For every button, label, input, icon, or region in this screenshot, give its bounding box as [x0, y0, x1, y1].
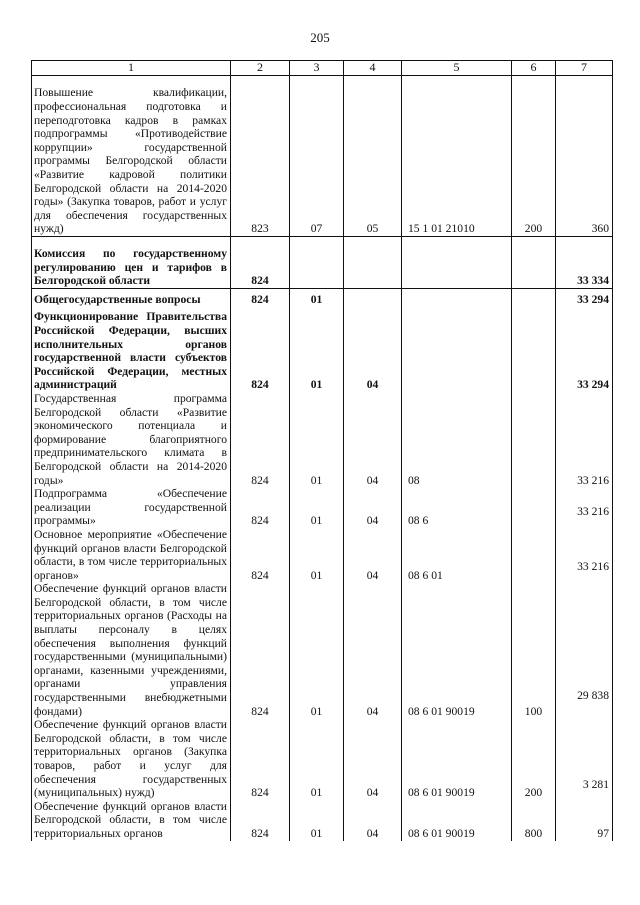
col-header-7: 7	[556, 61, 613, 76]
cell-subsection	[344, 247, 402, 288]
table-row	[32, 487, 613, 528]
col-header-1: 1	[32, 61, 231, 76]
cell-amount: 29 838	[556, 582, 613, 718]
cell-expense-type: 800	[512, 800, 556, 841]
table-row	[32, 306, 613, 392]
cell-expense-type	[512, 487, 556, 528]
cell-section	[290, 247, 344, 288]
cell-expense-type: 200	[512, 76, 556, 237]
cell-ministry: 824	[231, 800, 290, 841]
spacer-row	[32, 237, 613, 248]
page-number: 205	[310, 30, 330, 45]
cell-section: 01	[290, 392, 344, 487]
row-name: Обеспечение функций органов власти Белгородской области, в том числе территориальных органов (Расходы на выплаты персоналу в целях обеспечения выполнения функций государственными (муниципальными) органами, казенными учреждениями, органами управления государственными внебюджетными фондами)	[32, 582, 231, 718]
cell-section: 01	[290, 288, 344, 306]
cell-target: 08 6 01	[402, 528, 512, 582]
cell-amount: 97	[556, 800, 613, 841]
cell-subsection: 04	[344, 487, 402, 528]
table-row	[32, 718, 613, 800]
cell-expense-type	[512, 392, 556, 487]
cell-ministry: 824	[231, 718, 290, 800]
cell-amount: 33 294	[556, 306, 613, 392]
cell-expense-type: 200	[512, 718, 556, 800]
cell-ministry: 824	[231, 288, 290, 306]
col-header-6: 6	[512, 61, 556, 76]
cell-expense-type	[512, 247, 556, 288]
table-row	[32, 800, 613, 841]
col-header-2: 2	[231, 61, 290, 76]
cell-ministry: 824	[231, 247, 290, 288]
cell-amount: 3 281	[556, 718, 613, 800]
cell-target	[402, 247, 512, 288]
cell-target	[402, 306, 512, 392]
cell-amount: 33 216	[556, 487, 613, 528]
row-name: Повышение квалификации, профессиональная подготовка и переподготовка кадров в рамках подпрограммы «Противодействие коррупции» государственной программы Белгородской области «Развитие кадровой политики Белгородской области на 2014-2020 годы» (Закупка товаров, работ и услуг для обеспечения государственных нужд)	[32, 76, 231, 237]
cell-subsection	[344, 288, 402, 306]
cell-section: 01	[290, 487, 344, 528]
cell-section: 01	[290, 582, 344, 718]
budget-table	[31, 60, 613, 841]
cell-target: 08 6 01 90019	[402, 718, 512, 800]
cell-target: 08 6 01 90019	[402, 800, 512, 841]
row-name: Обеспечение функций органов власти Белгородской области, в том числе территориальных органов (Закупка товаров, работ и услуг для обеспечения государственных (муниципальных) нужд)	[32, 718, 231, 800]
cell-subsection: 05	[344, 76, 402, 237]
cell-expense-type	[512, 306, 556, 392]
table-row	[32, 392, 613, 487]
cell-ministry: 824	[231, 306, 290, 392]
cell-expense-type	[512, 528, 556, 582]
col-header-5: 5	[402, 61, 512, 76]
table-row	[32, 76, 613, 237]
cell-subsection: 04	[344, 306, 402, 392]
cell-section: 01	[290, 306, 344, 392]
row-name: Основное мероприятие «Обеспечение функций органов власти Белгородской области, в том числе территориальных органов»	[32, 528, 231, 582]
row-name: Комиссия по государственному регулированию цен и тарифов в Белгородской области	[32, 247, 231, 288]
cell-subsection: 04	[344, 800, 402, 841]
cell-amount: 360	[556, 76, 613, 237]
cell-subsection: 04	[344, 528, 402, 582]
cell-section: 07	[290, 76, 344, 237]
cell-target: 08 6 01 90019	[402, 582, 512, 718]
cell-target: 08 6	[402, 487, 512, 528]
cell-section: 01	[290, 800, 344, 841]
cell-target: 15 1 01 21010	[402, 76, 512, 237]
row-name: Обеспечение функций органов власти Белгородской области, в том числе территориальных органов	[32, 800, 231, 841]
cell-ministry: 824	[231, 487, 290, 528]
cell-ministry: 824	[231, 582, 290, 718]
table-row	[32, 582, 613, 718]
row-name: Общегосударственные вопросы	[32, 288, 231, 306]
cell-expense-type	[512, 288, 556, 306]
cell-expense-type: 100	[512, 582, 556, 718]
col-header-4: 4	[344, 61, 402, 76]
cell-subsection: 04	[344, 582, 402, 718]
header-row	[32, 61, 613, 76]
row-name: Государственная программа Белгородской области «Развитие экономического потенциала и формирование благоприятного предпринимательского климата в Белгородской области на 2014-2020 годы»	[32, 392, 231, 487]
cell-amount: 33 294	[556, 288, 613, 306]
cell-ministry: 824	[231, 392, 290, 487]
cell-section: 01	[290, 528, 344, 582]
table-row	[32, 288, 613, 306]
cell-amount: 33 334	[556, 247, 613, 288]
table-row	[32, 528, 613, 582]
row-name: Подпрограмма «Обеспечение реализации государственной программы»	[32, 487, 231, 528]
cell-target: 08	[402, 392, 512, 487]
table-row	[32, 247, 613, 288]
row-name: Функционирование Правительства Российской Федерации, высших исполнительных органов государственной власти субъектов Российской Федерации, местных администраций	[32, 306, 231, 392]
cell-ministry: 824	[231, 528, 290, 582]
cell-target	[402, 288, 512, 306]
cell-amount: 33 216	[556, 392, 613, 487]
cell-ministry: 823	[231, 76, 290, 237]
cell-amount: 33 216	[556, 528, 613, 582]
cell-subsection: 04	[344, 392, 402, 487]
cell-subsection: 04	[344, 718, 402, 800]
cell-section: 01	[290, 718, 344, 800]
col-header-3: 3	[290, 61, 344, 76]
